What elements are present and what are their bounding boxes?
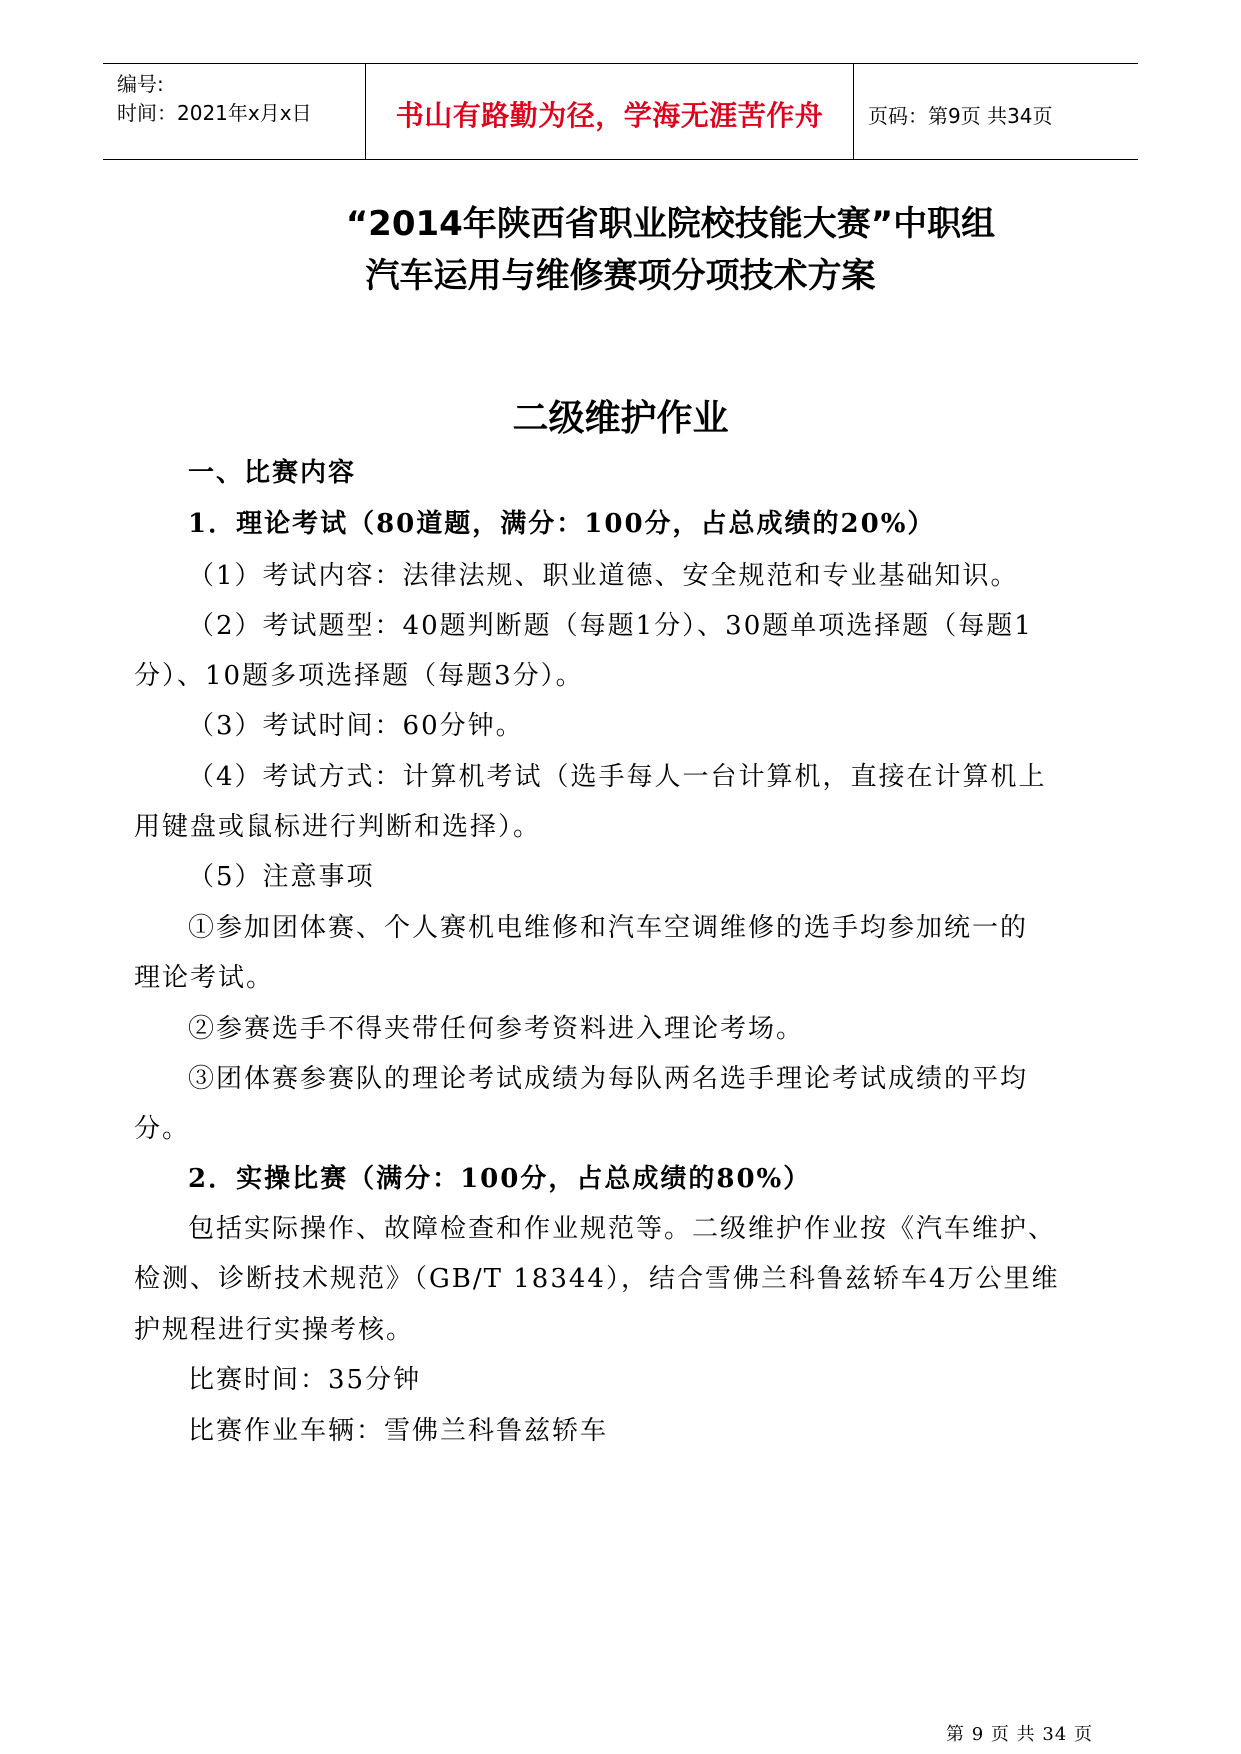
paragraph-line: ③团体赛参赛队的理论考试成绩为每队两名选手理论考试成绩的平均 <box>188 1064 1029 1094</box>
header-info-cell <box>103 64 366 159</box>
paragraph-line: 比赛时间：35分钟 <box>188 1365 422 1395</box>
page-footer: 第 9 页 共 34 页 <box>946 1724 1093 1745</box>
paragraph-line: （3）考试时间：60分钟。 <box>188 711 524 741</box>
document-title-line2: 汽车运用与维修赛项分项技术方案 <box>365 256 876 296</box>
paragraph-line: 理论考试。 <box>134 963 275 993</box>
paragraph-line: 护规程进行实操考核。 <box>134 1315 415 1345</box>
section-title: 二级维护作业 <box>512 398 729 439</box>
document-number-label: 编号: <box>117 72 164 96</box>
header-page-cell <box>854 64 1138 159</box>
paragraph-line: 用键盘或鼠标进行判断和选择）。 <box>134 812 542 842</box>
document-time-label: 时间：2021年x月x日 <box>117 101 312 125</box>
paragraph-line: 检测、诊断技术规范》（GB/T 18344），结合雪佛兰科鲁兹轿车4万公里维 <box>134 1264 1060 1294</box>
page-header <box>103 63 1138 160</box>
heading-theory-exam: 1．理论考试（80道题，满分：100分，占总成绩的20%） <box>188 509 936 539</box>
paragraph-line: （4）考试方式：计算机考试（选手每人一台计算机，直接在计算机上 <box>188 762 1047 792</box>
paragraph-line: （1）考试内容：法律法规、职业道德、安全规范和专业基础知识。 <box>188 561 1019 591</box>
header-page-code: 页码：第9页 共34页 <box>868 104 1053 128</box>
paragraph-line: ②参赛选手不得夹带任何参考资料进入理论考场。 <box>188 1014 805 1044</box>
paragraph-line: （2）考试题型：40题判断题（每题1分）、30题单项选择题（每题1 <box>188 611 1033 641</box>
paragraph-line: 分）、10题多项选择题（每题3分）。 <box>134 661 584 691</box>
header-motto-cell <box>366 64 854 159</box>
paragraph-line: 包括实际操作、故障检查和作业规范等。二级维护作业按《汽车维护、 <box>188 1214 1057 1244</box>
paragraph-line: 分。 <box>134 1114 191 1144</box>
heading-practical-contest: 2．实操比赛（满分：100分，占总成绩的80%） <box>188 1164 812 1194</box>
paragraph-line: 比赛作业车辆：雪佛兰科鲁兹轿车 <box>188 1416 609 1446</box>
document-title-line1: “2014年陕西省职业院校技能大赛”中职组 <box>345 204 996 244</box>
paragraph-line: （5）注意事项 <box>188 862 375 892</box>
header-motto: 书山有路勤为径，学海无涯苦作舟 <box>395 99 824 132</box>
heading-contest-content: 一、比赛内容 <box>188 458 357 488</box>
paragraph-line: ①参加团体赛、个人赛机电维修和汽车空调维修的选手均参加统一的 <box>188 913 1029 943</box>
